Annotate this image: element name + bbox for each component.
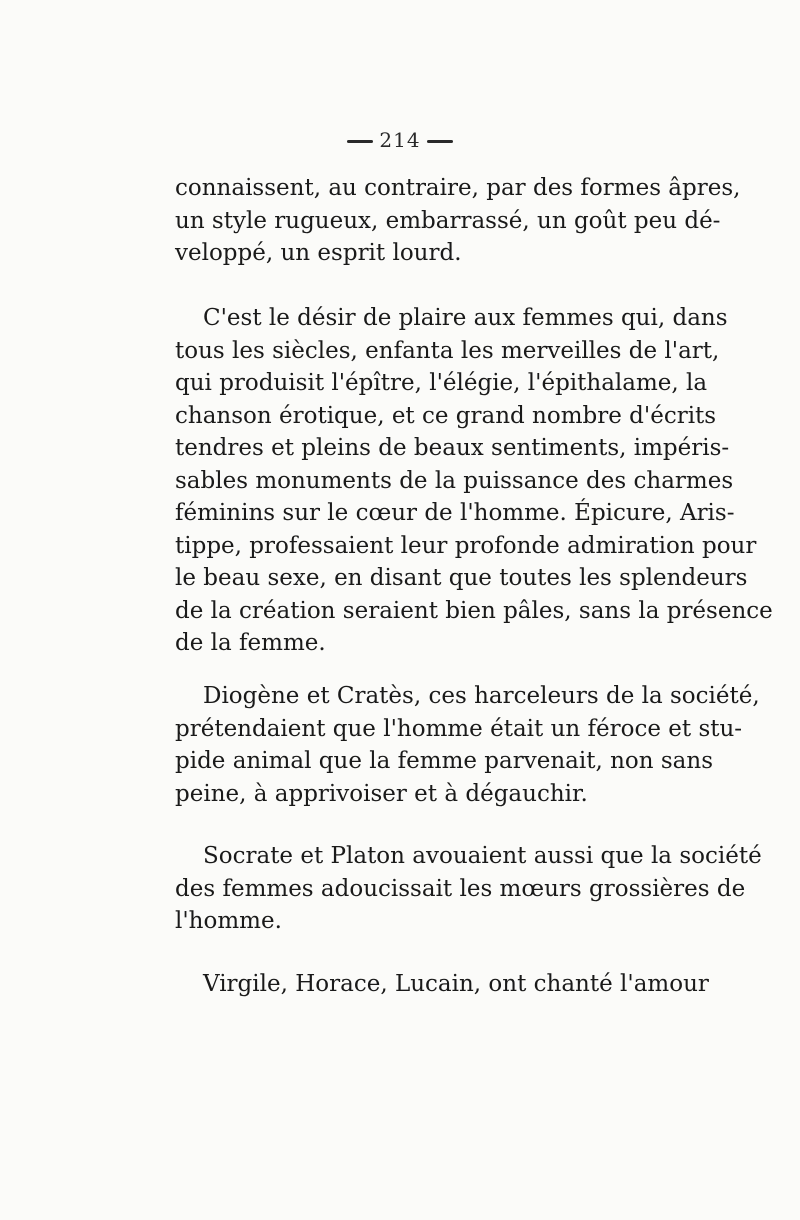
text-line: tous les siècles, enfanta les merveilles de l'art, [175,337,720,364]
text-line: féminins sur le cœur de l'homme. Épicure, Aris- [175,500,735,526]
page-header [0,128,800,152]
paragraph-1 [175,172,741,270]
page-number: 214 [379,128,421,152]
text-line: pide animal que la femme parvenait, non sans [175,748,713,774]
text-line: connaissent, au contraire, par des formes âpres, [175,175,741,201]
text-line: prétendaient que l'homme était un féroce et stu- [175,715,743,742]
text-line: C'est le désir de plaire aux femmes qui, dans [203,305,728,331]
text-line: qui produisit l'épître, l'élégie, l'épithalame, la [175,370,708,396]
text-line: peine, à apprivoiser et à dégauchir. [175,780,588,807]
paragraph-3 [175,680,760,810]
text-line: le beau sexe, en disant que toutes les splendeurs [175,565,748,591]
paragraph-4 [175,840,762,938]
text-line: l'homme. [175,908,282,934]
text-line: de la création seraient bien pâles, sans la présence [175,597,773,624]
text-line: de la femme. [175,630,326,656]
text-line: tendres et pleins de beaux sentiments, impéris- [175,435,730,461]
text-line: chanson érotique, et ce grand nombre d'écrits [175,402,717,429]
paragraph-2 [175,302,773,660]
text-line: Socrate et Platon avouaient aussi que la société [203,843,762,869]
text-line: un style rugueux, embarrassé, un goût peu dé- [175,207,721,234]
text-line: Virgile, Horace, Lucain, ont chanté l'amour [203,971,709,997]
text-line: Diogène et Cratès, ces harceleurs de la société, [203,683,760,709]
text-line: tippe, professaient leur profonde admiration pour [175,532,757,559]
paragraph-5 [175,968,709,1001]
header-dash-left [347,140,373,143]
text-line: veloppé, un esprit lourd. [175,240,462,266]
header-dash-right [427,140,453,143]
text-line: des femmes adoucissait les mœurs grossières de [175,875,746,902]
text-line: sables monuments de la puissance des charmes [175,467,734,494]
